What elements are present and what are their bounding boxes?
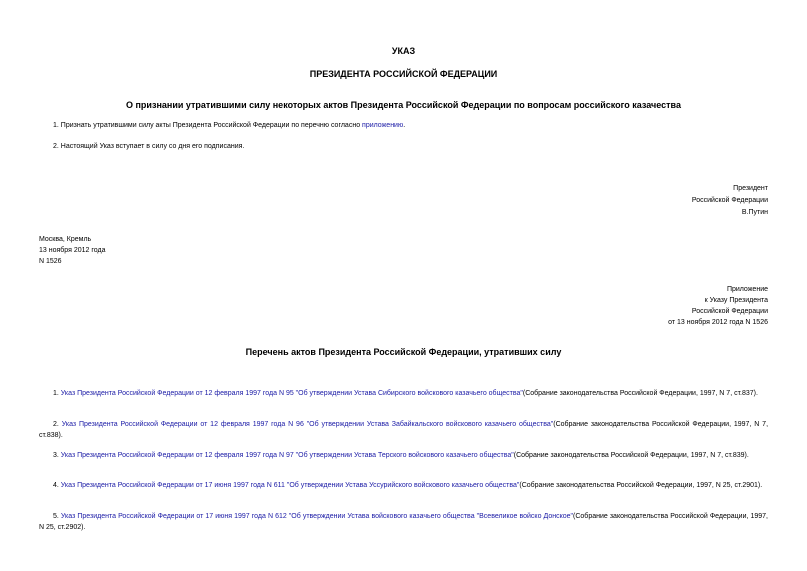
place-city: Москва, Кремль [39, 236, 92, 243]
decree-subject: О признании утратившими силу некоторых актов Президента Российской Федерации по вопросам российского казачества [126, 100, 681, 110]
signature-line-2: Российской Федерации [691, 197, 768, 204]
list-item-link[interactable]: Указ Президента Российской Федерации от 12 февраля 1997 года N 96 "Об утверждении Устава Забайкальского войскового казачьего общества" [61, 421, 554, 428]
signature-line-3: В.Путин [741, 209, 768, 216]
list-item-link[interactable]: Указ Президента Российской Федерации от 17 июня 1997 года N 611 "Об утверждении Устава Уссурийского войскового казачьего общества" [60, 482, 520, 489]
list-item-number: 1. [53, 390, 59, 397]
list-item-link[interactable]: Указ Президента Российской Федерации от 12 февраля 1997 года N 97 "Об утверждении Устава Терского войскового казачьего общества" [60, 452, 514, 459]
decree-issuer: ПРЕЗИДЕНТА РОССИЙСКОЙ ФЕДЕРАЦИИ [309, 69, 498, 79]
appendix-header [668, 284, 768, 328]
list-item-source: (Собрание законодательства Российской Федерации, 1997, N 7, ст.837). [522, 390, 758, 397]
list-item [39, 419, 768, 441]
place-date: 13 ноября 2012 года [39, 247, 106, 254]
list-item [39, 511, 768, 533]
list-item-source: (Собрание законодательства Российской Федерации, 1997, N 7, ст.839). [513, 452, 749, 459]
signature-line-1: Президент [733, 185, 768, 192]
list-item [39, 450, 768, 461]
list-item-number: 3. [53, 452, 59, 459]
appendix-title: Перечень актов Президента Российской Федерации, утративших силу [245, 347, 562, 357]
list-item [39, 388, 768, 399]
list-item-link[interactable]: Указ Президента Российской Федерации от 17 июня 1997 года N 612 "Об утверждении Устава войскового казачьего общества "Всевеликое войско Донское" [60, 513, 574, 520]
decree-title: УКАЗ [391, 46, 416, 56]
list-item-number: 4. [53, 482, 59, 489]
list-item-source: (Собрание законодательства Российской Федерации, 1997, N 25, ст.2901). [519, 482, 763, 489]
appendix-line-2: к Указу Президента [704, 297, 768, 304]
list-item-source: (Собрание законодательства Российской Федерации, 1997, N 25, ст.2902). [39, 513, 769, 531]
list-item-source: (Собрание законодательства Российской Федерации, 1997, N 7, ст.838). [39, 421, 769, 439]
place-date-block [39, 234, 105, 267]
paragraph-1-end: . [403, 122, 406, 129]
list-item-number: 2. [53, 421, 59, 428]
appendix-line-1: Приложение [726, 286, 768, 293]
paragraph-1-text: 1. Признать утратившими силу акты Президента Российской Федерации по перечню согласно [53, 122, 363, 129]
list-item [39, 480, 768, 491]
appendix-line-4: от 13 ноября 2012 года N 1526 [668, 319, 768, 326]
paragraph-1 [53, 121, 405, 131]
signature-block [692, 183, 768, 219]
list-item-link[interactable]: Указ Президента Российской Федерации от 12 февраля 1997 года N 95 "Об утверждении Устава Сибирского войскового казачьего общества" [60, 390, 523, 397]
appendix-line-3: Российской Федерации [691, 308, 768, 315]
list-item-number: 5. [53, 513, 59, 520]
decree-number: N 1526 [39, 258, 62, 265]
appendix-link[interactable]: приложению [362, 122, 404, 129]
paragraph-2: 2. Настоящий Указ вступает в силу со дня его подписания. [53, 143, 245, 150]
